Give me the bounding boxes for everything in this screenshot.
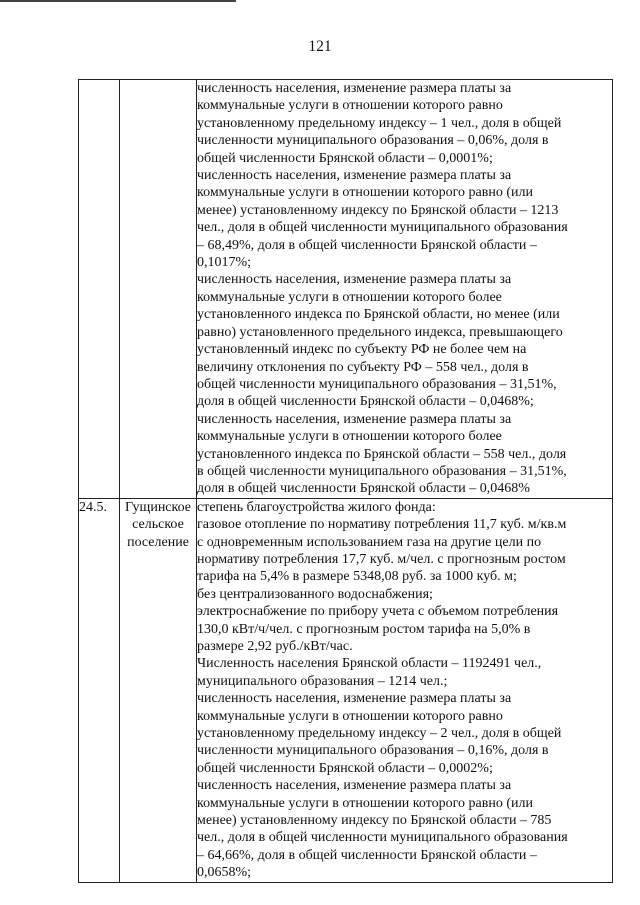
text-line: 0,0658%; — [197, 865, 252, 881]
text-line: 0,1017%; — [197, 255, 252, 271]
text-line: менее) установленному индексу по Брянской области – 785 — [197, 813, 552, 829]
settlement-name-cell — [120, 498, 197, 882]
text-line: численность населения, изменение размера платы за — [197, 272, 512, 288]
settlement-name-line: Гущинское — [124, 499, 191, 515]
text-line: в общей численности муниципального образования – 31,51%, — [197, 463, 567, 479]
text-line: численности муниципального образования – 0,06%, доля в — [197, 133, 549, 149]
text-line: газовое отопление по нормативу потребления 11,7 куб. м/кв.м — [197, 517, 567, 533]
text-line: численности муниципального образования – 0,16%, доля в — [197, 743, 549, 759]
text-line: нормативу потребления 17,7 куб. м/чел. с прогнозным ростом — [197, 551, 566, 567]
text-line: доля в общей численности Брянской области – 0,0468% — [197, 481, 530, 497]
text-line: численность населения, изменение размера платы за — [197, 411, 512, 427]
text-line: установленному предельному индексу – 1 чел., доля в общей — [197, 115, 562, 131]
text-line: – 64,66%, доля в общей численности Брянской области – — [197, 847, 537, 863]
description-cell — [197, 498, 613, 882]
text-line: без централизованного водоснабжения; — [197, 586, 433, 602]
text-line: установленного индекса по Брянской области – 558 чел., доля — [197, 446, 567, 462]
text-line: коммунальные услуги в отношении которого равно — [197, 708, 503, 724]
text-line: степень благоустройства жилого фонда: — [197, 499, 436, 515]
row-number-cell: 24.5. — [79, 498, 120, 882]
text-line: установленному предельному индексу – 2 чел., доля в общей — [197, 726, 562, 742]
description-cell — [197, 80, 613, 499]
text-line: чел., доля в общей численности муниципального образования — [197, 830, 568, 846]
text-line: электроснабжение по прибору учета с объемом потребления — [197, 604, 559, 620]
text-line: муниципального образования – 1214 чел.; — [197, 673, 448, 689]
text-line: коммунальные услуги в отношении которого равно — [197, 98, 503, 114]
text-line: численность населения, изменение размера платы за — [197, 691, 512, 707]
text-line: общей численности Брянской области – 0,0002%; — [197, 760, 493, 776]
table-body — [79, 80, 613, 883]
settlement-name-cell — [120, 80, 197, 499]
text-line: коммунальные услуги в отношении которого более — [197, 429, 502, 445]
text-line: равно) установленного предельного индекса, превышающего — [197, 324, 563, 340]
text-line: коммунальные услуги в отношении которого равно (или — [197, 795, 533, 811]
page-number: 121 — [308, 38, 332, 55]
text-line: общей численности Брянской области – 0,0001%; — [197, 150, 493, 166]
text-line: установленный индекс по субъекту РФ не более чем на — [197, 342, 527, 358]
text-line: доля в общей численности Брянской области – 0,0468%; — [197, 394, 534, 410]
settlement-name-line: сельское — [132, 517, 184, 533]
text-line: величину отклонения по субъекту РФ – 558 чел., доля в — [197, 359, 529, 375]
text-line: 130,0 кВт/ч/чел. с прогнозным ростом тарифа на 5,0% в — [197, 621, 531, 637]
table-row — [79, 498, 613, 882]
text-line: менее) установленному индексу по Брянской области – 1213 — [197, 202, 559, 218]
text-line: численность населения, изменение размера платы за — [197, 778, 512, 794]
row-number-cell — [79, 80, 120, 499]
settlement-name-line: поселение — [127, 534, 189, 550]
text-line: размере 2,92 руб./кВт/час. — [197, 639, 353, 654]
text-line: чел., доля в общей численности муниципального образования — [197, 220, 568, 236]
text-line: – 68,49%, доля в общей численности Брянской области – — [197, 237, 537, 253]
text-line: с одновременным использованием газа на другие цели по — [197, 534, 542, 550]
text-line: установленного индекса по Брянской области, но менее (или — [197, 307, 560, 323]
text-line: общей численности муниципального образования – 31,51%, — [197, 376, 557, 392]
text-line: коммунальные услуги в отношении которого более — [197, 289, 502, 305]
text-line: численность населения, изменение размера платы за — [197, 81, 512, 96]
document-table — [78, 79, 613, 883]
top-rule — [0, 0, 236, 2]
text-line: тарифа на 5,4% в размере 5348,08 руб. за 1000 куб. м; — [197, 569, 517, 585]
text-line: численность населения, изменение размера платы за — [197, 168, 512, 184]
text-line: Численность населения Брянской области – 1192491 чел., — [197, 656, 542, 672]
table-row — [79, 80, 613, 499]
text-line: коммунальные услуги в отношении которого равно (или — [197, 185, 533, 201]
